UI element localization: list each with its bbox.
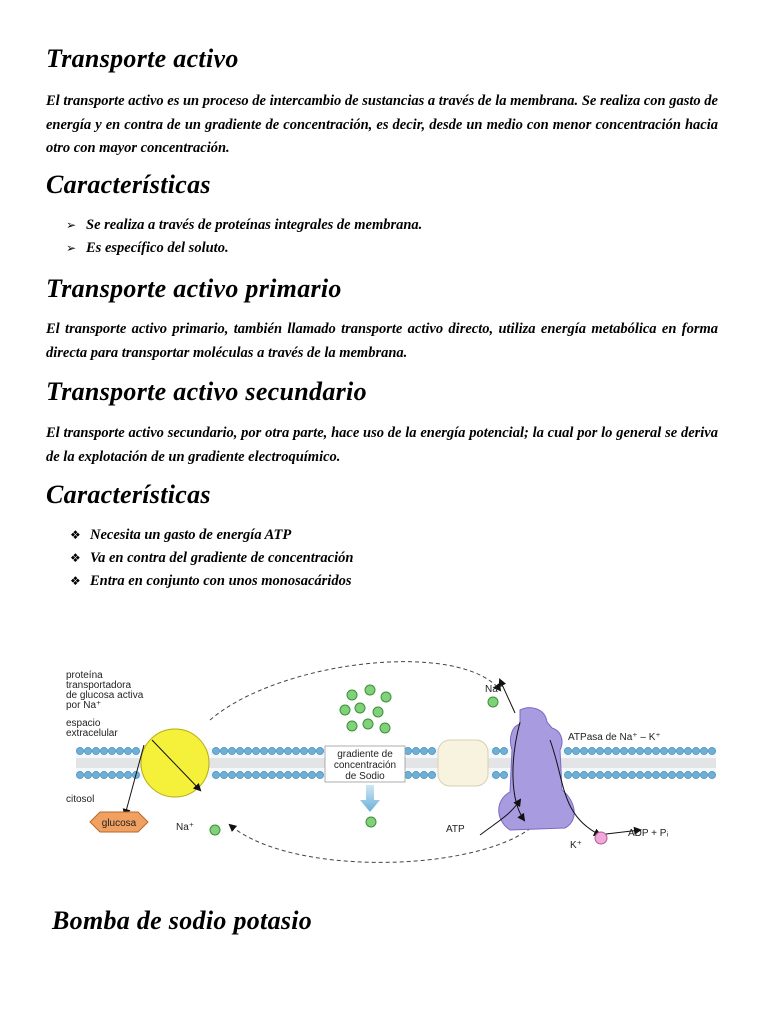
phospholipid-head bbox=[300, 771, 307, 778]
phospholipid-head bbox=[572, 747, 579, 754]
heading-transporte-activo-secundario: Transporte activo secundario bbox=[46, 377, 367, 406]
phospholipid-head bbox=[668, 771, 675, 778]
diamond-bullet-icon: ❖ bbox=[70, 528, 81, 542]
heading-bomba-sodio-potasio: Bomba de sodio potasio bbox=[52, 906, 313, 935]
phospholipid-head bbox=[412, 771, 419, 778]
gradient-arrow bbox=[360, 785, 380, 812]
phospholipid-head bbox=[652, 747, 659, 754]
protein-label-line1: proteína bbox=[66, 670, 103, 681]
list-item: ➢ Es específico del soluto. bbox=[66, 237, 422, 260]
phospholipid-head bbox=[676, 771, 683, 778]
phospholipid-head bbox=[684, 747, 691, 754]
phospholipid-head bbox=[660, 771, 667, 778]
phospholipid-head bbox=[500, 747, 507, 754]
phospholipid-head bbox=[628, 747, 635, 754]
phospholipid-head bbox=[700, 747, 707, 754]
list-item: ❖ Necesita un gasto de energía ATP bbox=[70, 524, 353, 547]
phospholipid-head bbox=[612, 771, 619, 778]
phospholipid-head bbox=[668, 747, 675, 754]
phospholipid-head bbox=[652, 771, 659, 778]
phospholipid-head bbox=[92, 771, 99, 778]
phospholipid-head bbox=[684, 771, 691, 778]
adp-label: ADP + Pᵢ bbox=[628, 828, 669, 839]
phospholipid-head bbox=[108, 771, 115, 778]
phospholipid-head bbox=[292, 771, 299, 778]
phospholipid-head bbox=[580, 747, 587, 754]
phospholipid-head bbox=[492, 771, 499, 778]
phospholipid-head bbox=[84, 747, 91, 754]
potassium-ion bbox=[595, 832, 607, 844]
phospholipid-head bbox=[620, 771, 627, 778]
phospholipid-head bbox=[76, 771, 83, 778]
paragraph-transporte-activo-secundario: El transporte activo secundario, por otra parte, hace uso de la energía potencial; la cual por lo general se deriva de la explotación de un gradiente electroquímico. bbox=[46, 425, 718, 465]
phospholipid-head bbox=[620, 747, 627, 754]
phospholipid-head bbox=[404, 747, 411, 754]
phospholipid-head bbox=[276, 747, 283, 754]
protein-label-line4: por Na⁺ bbox=[66, 700, 102, 711]
phospholipid-head bbox=[268, 771, 275, 778]
phospholipid-head bbox=[676, 747, 683, 754]
phospholipid-head bbox=[660, 747, 667, 754]
cytosol-label: citosol bbox=[66, 794, 95, 805]
phospholipid-head bbox=[260, 771, 267, 778]
arrow-bullet-icon: ➢ bbox=[66, 218, 77, 232]
phospholipid-head bbox=[564, 747, 571, 754]
phospholipid-head bbox=[692, 747, 699, 754]
list-caracteristicas-1 bbox=[66, 214, 422, 260]
phospholipid-head bbox=[292, 747, 299, 754]
list-item: ➢ Se realiza a través de proteínas integrales de membrana. bbox=[66, 214, 422, 237]
sodium-ion bbox=[366, 817, 376, 827]
phospholipid-head bbox=[700, 771, 707, 778]
sodium-ion bbox=[210, 825, 220, 835]
phospholipid-head bbox=[308, 771, 315, 778]
phospholipid-head bbox=[268, 747, 275, 754]
phospholipid-head bbox=[276, 771, 283, 778]
phospholipid-head bbox=[588, 771, 595, 778]
phospholipid-head bbox=[644, 771, 651, 778]
phospholipid-head bbox=[420, 747, 427, 754]
heading-caracteristicas-2: Características bbox=[46, 480, 211, 509]
phospholipid-head bbox=[228, 747, 235, 754]
glucose-label: glucosa bbox=[101, 818, 137, 829]
atp-label: ATP bbox=[446, 824, 465, 835]
phospholipid-head bbox=[132, 747, 139, 754]
heading-transporte-activo: Transporte activo bbox=[46, 44, 239, 73]
paragraph-transporte-activo-primario: El transporte activo primario, también llamado transporte activo directo, utiliza energía metabólica en forma directa para transportar moléculas a través de la membrana. bbox=[46, 321, 718, 361]
potassium-label: K⁺ bbox=[570, 840, 582, 851]
sodium-ions-cluster bbox=[340, 685, 391, 733]
phospholipid-head bbox=[252, 771, 259, 778]
phospholipid-head bbox=[316, 771, 323, 778]
phospholipid-head bbox=[428, 771, 435, 778]
sodium-label-top: Na⁺ bbox=[485, 684, 504, 695]
phospholipid-head bbox=[236, 747, 243, 754]
phospholipid-head bbox=[100, 747, 107, 754]
phospholipid-head bbox=[100, 771, 107, 778]
phospholipid-head bbox=[220, 747, 227, 754]
phospholipid-head bbox=[492, 747, 499, 754]
phospholipid-head bbox=[300, 747, 307, 754]
phospholipid-head bbox=[692, 771, 699, 778]
extracellular-label-line1: espacio bbox=[66, 718, 101, 729]
phospholipid-head bbox=[580, 771, 587, 778]
phospholipid-head bbox=[212, 771, 219, 778]
paragraph-transporte-activo: El transporte activo es un proceso de intercambio de sustancias a través de la membrana. Se realiza con gasto de energía y en contra de un gradiente de concentración, es decir, desde un medio con menor concentración hacia otro con mayor concentración. bbox=[46, 93, 718, 156]
gradient-label-line1: gradiente de bbox=[337, 749, 393, 760]
phospholipid-head bbox=[228, 771, 235, 778]
glucose-transporter-protein bbox=[141, 729, 209, 797]
phospholipid-head bbox=[628, 771, 635, 778]
phospholipid-head bbox=[564, 771, 571, 778]
phospholipid-head bbox=[124, 771, 131, 778]
phospholipid-head bbox=[708, 771, 715, 778]
membrane-channel bbox=[438, 740, 488, 786]
phospholipid-head bbox=[412, 747, 419, 754]
list-item: ❖ Va en contra del gradiente de concentración bbox=[70, 547, 353, 570]
arrow-bullet-icon: ➢ bbox=[66, 241, 77, 255]
phospholipid-head bbox=[596, 747, 603, 754]
phospholipid-head bbox=[212, 747, 219, 754]
phospholipid-head bbox=[252, 747, 259, 754]
phospholipid-head bbox=[236, 771, 243, 778]
phospholipid-head bbox=[316, 747, 323, 754]
heading-transporte-activo-primario: Transporte activo primario bbox=[46, 274, 342, 303]
gradient-label-line3: de Sodio bbox=[345, 771, 385, 782]
phospholipid-head bbox=[116, 771, 123, 778]
phospholipid-head bbox=[636, 747, 643, 754]
phospholipid-head bbox=[84, 771, 91, 778]
phospholipid-head bbox=[596, 771, 603, 778]
phospholipid-head bbox=[116, 747, 123, 754]
phospholipid-head bbox=[420, 771, 427, 778]
phospholipid-head bbox=[108, 747, 115, 754]
protein-label-line2: transportadora bbox=[66, 680, 132, 691]
protein-label-line3: de glucosa activa bbox=[66, 690, 144, 701]
diamond-bullet-icon: ❖ bbox=[70, 551, 81, 565]
phospholipid-head bbox=[612, 747, 619, 754]
phospholipid-head bbox=[244, 771, 251, 778]
heading-caracteristicas-1: Características bbox=[46, 170, 211, 199]
phospholipid-head bbox=[284, 747, 291, 754]
gradient-label-line2: concentración bbox=[333, 760, 397, 771]
phospholipid-head bbox=[708, 747, 715, 754]
phospholipid-head bbox=[500, 771, 507, 778]
phospholipid-head bbox=[572, 771, 579, 778]
phospholipid-head bbox=[76, 747, 83, 754]
phospholipid-head bbox=[636, 771, 643, 778]
phospholipid-head bbox=[404, 771, 411, 778]
sodium-label-bottom: Na⁺ bbox=[176, 822, 195, 833]
phospholipid-head bbox=[644, 747, 651, 754]
list-item: ❖ Entra en conjunto con unos monosacáridos bbox=[70, 570, 353, 593]
phospholipid-head bbox=[220, 771, 227, 778]
list-caracteristicas-2 bbox=[70, 524, 353, 593]
extracellular-label-line2: extracelular bbox=[66, 728, 118, 739]
phospholipid-head bbox=[92, 747, 99, 754]
phospholipid-head bbox=[124, 747, 131, 754]
sodium-ion bbox=[488, 697, 498, 707]
diamond-bullet-icon: ❖ bbox=[70, 574, 81, 588]
sodium-potassium-pump-diagram bbox=[40, 650, 730, 880]
phospholipid-head bbox=[260, 747, 267, 754]
phospholipid-head bbox=[428, 747, 435, 754]
atpase-label: ATPasa de Na⁺ – K⁺ bbox=[568, 732, 661, 743]
phospholipid-head bbox=[284, 771, 291, 778]
phospholipid-head bbox=[588, 747, 595, 754]
phospholipid-head bbox=[244, 747, 251, 754]
phospholipid-head bbox=[604, 771, 611, 778]
phospholipid-head bbox=[604, 747, 611, 754]
phospholipid-head bbox=[308, 747, 315, 754]
